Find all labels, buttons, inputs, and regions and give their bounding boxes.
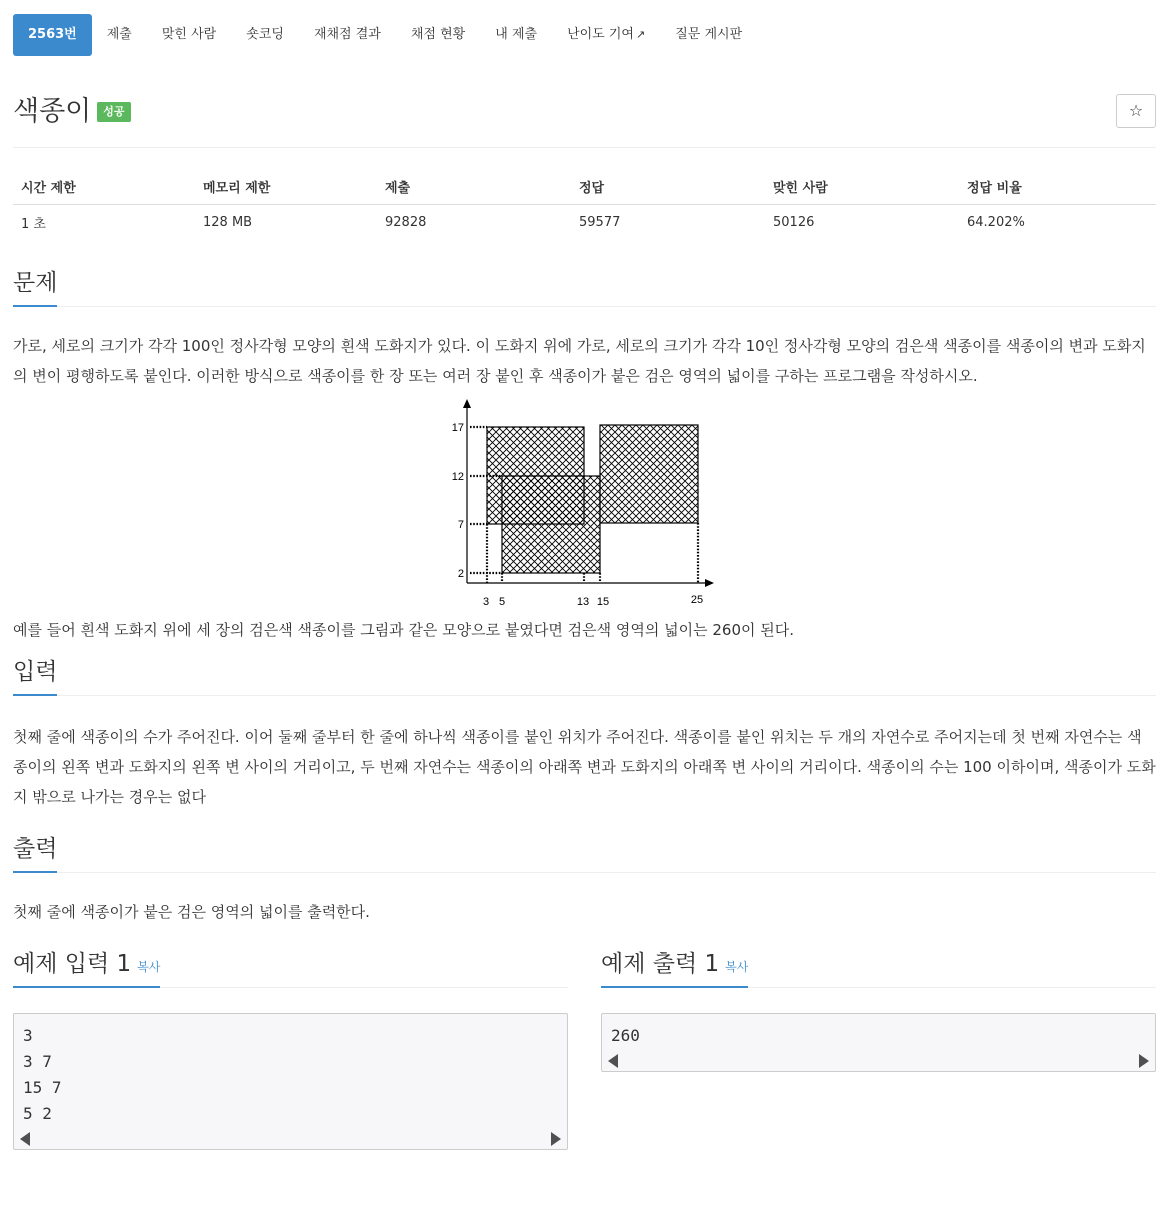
external-link-icon: ↗ <box>636 28 646 41</box>
problem-menu-tabs <box>13 14 1156 56</box>
tab-my-submissions[interactable]: 내 제출 <box>495 27 538 42</box>
star-icon: ☆ <box>1128 101 1144 120</box>
table-header-row <box>13 170 1156 204</box>
x-tick-3: 3 <box>482 595 489 608</box>
problem-example-text: 예를 들어 흰색 도화지 위에 세 장의 검은색 색종이를 그림과 같은 모양으로 붙였다면 검은색 영역의 넓이는 260이 된다. <box>13 620 794 639</box>
sample-input-line: 15 7 <box>23 1077 62 1097</box>
header-submissions: 제출 <box>377 170 571 204</box>
header-memory-limit: 메모리 제한 <box>195 170 377 204</box>
table-row <box>13 204 1156 240</box>
page-title <box>13 96 131 128</box>
header-accepted: 정답 <box>571 170 765 204</box>
sample-output-line: 260 <box>611 1025 640 1045</box>
sample-input-title: 예제 입력 1 <box>13 950 132 977</box>
sample-output-title-wrap <box>601 949 748 988</box>
sample-input-title-wrap <box>13 949 160 988</box>
input-description: 첫째 줄에 색종이의 수가 주어진다. 이어 둘째 줄부터 한 줄에 하나씩 색종이를 붙인 위치가 주어진다. 색종이를 붙인 위치는 두 개의 자연수로 주어지는데 첫 번째 자연수는 색종이의 왼쪽 변과 도화지의 왼쪽 변 사이의 거리이고, 두 번째 자연수는 색종이의 아래쪽 변과 도화지의 아래쪽 변 사이의 거리이다. 색종이의 수는 100 이하이며, 색종이가 도화지 밖으로 나가는 경우는 없다 <box>13 727 1156 806</box>
input-section-header <box>13 657 1156 696</box>
favorite-star-button[interactable] <box>1116 94 1156 128</box>
paper-15-7 <box>600 425 698 523</box>
tab-difficulty-contribution[interactable] <box>552 14 660 56</box>
copy-sample-input-link[interactable]: 복사 <box>137 959 161 974</box>
samples <box>13 949 1156 1150</box>
x-axis-arrow <box>705 579 714 587</box>
x-tick-25: 25 <box>690 593 703 606</box>
tab-submit[interactable]: 제출 <box>106 27 132 42</box>
section-title-input: 입력 <box>13 657 57 696</box>
horizontal-scrollbar[interactable] <box>14 1127 567 1149</box>
sample-output-box[interactable] <box>601 1013 1156 1072</box>
header-time-limit: 시간 제한 <box>13 170 195 204</box>
section-title-output: 출력 <box>13 834 57 873</box>
problem-section-header <box>13 268 1156 307</box>
tab-problem[interactable]: 2563번 <box>13 14 92 56</box>
tab-question-board[interactable]: 질문 게시판 <box>675 27 743 42</box>
paper-5-2 <box>502 476 600 573</box>
x-tick-5: 5 <box>498 595 505 608</box>
scroll-right-arrow-icon[interactable] <box>1139 1054 1149 1068</box>
scroll-right-arrow-icon[interactable] <box>551 1132 561 1146</box>
problem-description: 가로, 세로의 크기가 각각 100인 정사각형 모양의 흰색 도화지가 있다. 이 도화지 위에 가로, 세로의 크기가 각각 10인 정사각형 모양의 검은색 색종이를 색종이의 변과 도화지의 변이 평행하도록 붙인다. 이러한 방식으로 색종이를 한 장 또는 여러 장 붙인 후 색종이가 붙은 검은 영역의 넓이를 구하는 프로그램을 작성하시오. <box>13 336 1146 385</box>
scroll-left-arrow-icon[interactable] <box>608 1054 618 1068</box>
copy-sample-output-link[interactable]: 복사 <box>725 959 749 974</box>
sample-input-line: 3 7 <box>23 1051 52 1071</box>
section-title-problem: 문제 <box>13 268 57 307</box>
sample-output-header <box>601 949 1156 988</box>
output-section-header <box>13 834 1156 873</box>
value-accepted: 59577 <box>579 214 621 230</box>
tab-rejudge-results[interactable]: 재채점 결과 <box>313 27 381 42</box>
y-tick-7: 7 <box>457 518 464 531</box>
value-time-limit: 1 초 <box>21 216 46 232</box>
scroll-left-arrow-icon[interactable] <box>20 1132 30 1146</box>
sample-input-line: 5 2 <box>23 1103 52 1123</box>
value-memory-limit: 128 MB <box>203 214 253 230</box>
y-tick-2: 2 <box>457 567 464 580</box>
problem-title: 색종이 <box>13 96 92 127</box>
tab-solved-users[interactable]: 맞힌 사람 <box>161 27 217 42</box>
y-tick-17: 17 <box>451 421 464 434</box>
y-axis-arrow <box>463 399 471 408</box>
problem-header <box>13 96 1156 148</box>
y-tick-12: 12 <box>451 470 464 483</box>
tab-judge-status[interactable]: 채점 현황 <box>410 27 466 42</box>
sample-input-box[interactable] <box>13 1013 568 1150</box>
tab-difficulty-label: 난이도 기여 <box>567 27 634 42</box>
horizontal-scrollbar[interactable] <box>602 1049 1155 1071</box>
x-tick-13: 13 <box>576 595 589 608</box>
header-accept-ratio: 정답 비율 <box>959 170 1156 204</box>
value-submissions: 92828 <box>385 214 427 230</box>
sample-output-panel <box>601 949 1156 1150</box>
problem-info-table <box>13 170 1156 240</box>
value-solved-users: 50126 <box>773 214 815 230</box>
sample-input-line: 3 <box>23 1025 33 1045</box>
status-badge: 성공 <box>97 102 130 122</box>
value-accept-ratio: 64.202% <box>967 214 1025 230</box>
header-solved-users: 맞힌 사람 <box>765 170 959 204</box>
problem-figure <box>440 397 730 609</box>
sample-output-title: 예제 출력 1 <box>601 950 720 977</box>
output-description: 첫째 줄에 색종이가 붙은 검은 영역의 넓이를 출력한다. <box>13 902 370 921</box>
tab-short-coding[interactable]: 숏코딩 <box>246 27 284 42</box>
sample-input-panel <box>13 949 568 1150</box>
sample-input-header <box>13 949 568 988</box>
x-tick-15: 15 <box>596 595 609 608</box>
